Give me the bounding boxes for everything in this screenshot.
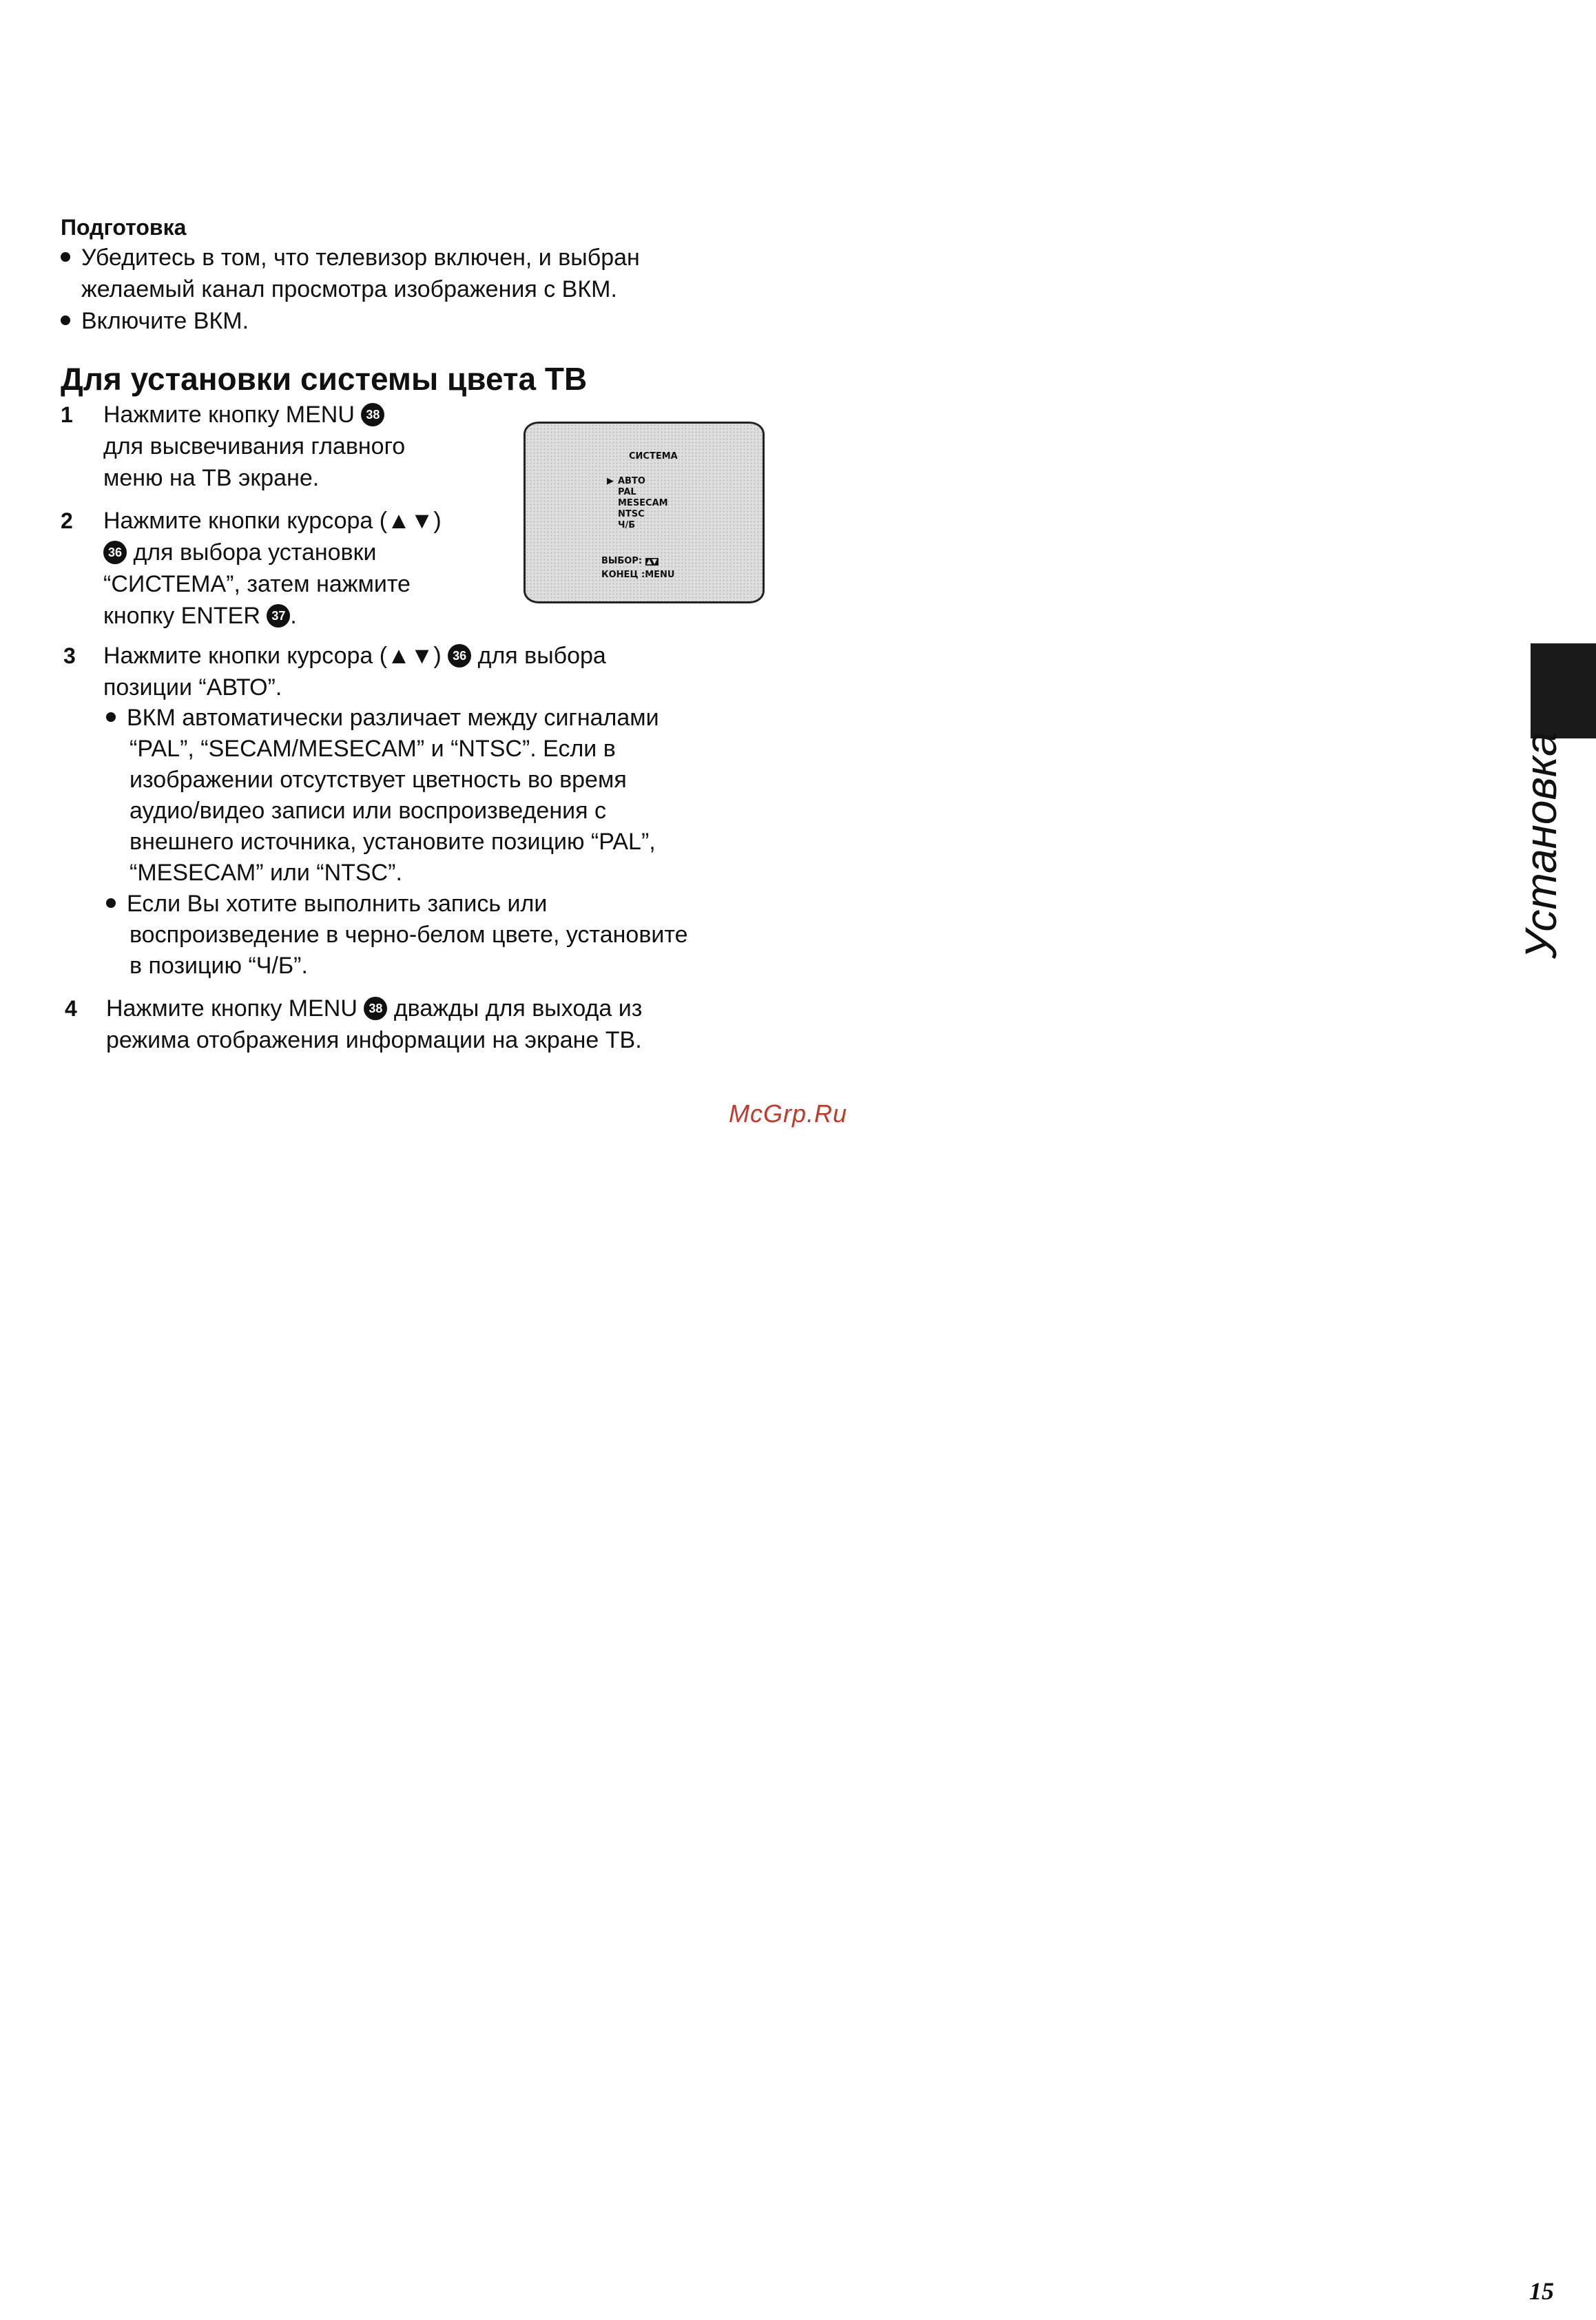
osd-select-line — [601, 556, 659, 567]
step-4-line1 — [106, 993, 642, 1024]
step-2-text: для выбора установки — [133, 539, 377, 566]
osd-option-ntsc: NTSC — [618, 509, 645, 519]
page-number: 15 — [1529, 2277, 1554, 2305]
osd-exit-line: КОНЕЦ :MENU — [601, 570, 675, 580]
step-3-line1 — [103, 641, 606, 672]
button-ref-icon: 38 — [361, 403, 384, 426]
button-ref-icon: 36 — [448, 644, 471, 667]
osd-cursor-icon: ▶ — [607, 476, 614, 486]
step-2-text-enter: кнопку ENTER — [103, 603, 260, 629]
prep-bullet-2 — [61, 306, 249, 337]
step-3-bullet-1-line6: “MESECAM” или “NTSC”. — [129, 860, 402, 886]
step-2-line4 — [103, 601, 297, 632]
preparation-heading: Подготовка — [61, 215, 187, 240]
step-number: 2 — [61, 508, 73, 533]
osd-option-auto: АВТО — [618, 476, 645, 486]
osd-option-bw: Ч/Б — [618, 520, 636, 530]
step-4 — [65, 993, 77, 1024]
step-1 — [61, 400, 73, 431]
step-2 — [61, 506, 73, 537]
step-3-bullet-2-line3: в позицию “Ч/Б”. — [129, 953, 308, 979]
osd-title: СИСТЕМА — [629, 451, 678, 462]
step-2-line2 — [103, 537, 376, 568]
section-tab-marker — [1531, 643, 1596, 738]
step-1-line2: для высвечивания главного — [103, 433, 406, 459]
prep-bullet-1 — [61, 242, 640, 273]
step-3-bullet-1-line3: изображении отсутствует цветность во время — [129, 767, 627, 793]
osd-option-pal: PAL — [618, 487, 636, 497]
osd-select-key-icon: ▲▼ — [646, 558, 657, 566]
step-3-bullet-2-line2: воспроизведение в черно-белом цвете, установите — [129, 922, 688, 948]
step-4-text: Нажмите кнопку MENU — [106, 995, 357, 1022]
button-ref-icon: 37 — [267, 604, 290, 628]
step-3-bullet-2-line1: Если Вы хотите выполнить запись или — [127, 891, 548, 917]
step-3-line2: позиции “АВТО”. — [103, 674, 282, 701]
step-3-bullet-1-line4: аудио/видео записи или воспроизведения с — [129, 798, 606, 824]
step-4-text-end: дважды для выхода из — [393, 995, 643, 1022]
osd-select-label: ВЫБОР: — [601, 556, 643, 566]
bullet-icon — [61, 315, 70, 325]
step-1-line3: меню на ТВ экране. — [103, 465, 320, 491]
step-2-line1: Нажмите кнопки курсора (▲▼) — [103, 508, 442, 534]
step-3-bullet-1-line1: ВКМ автоматически различает между сигналами — [127, 705, 659, 731]
watermark: McGrp.Ru — [729, 1099, 848, 1128]
step-1-line1 — [103, 400, 384, 431]
prep-bullet-2-line1: Включите ВКМ. — [81, 308, 249, 334]
step-3-text: Нажмите кнопки курсора (▲▼) — [103, 643, 442, 669]
step-4-line2: режима отображения информации на экране ТВ. — [106, 1027, 642, 1053]
button-ref-icon: 36 — [103, 541, 127, 564]
section-tab-label — [1495, 732, 1596, 959]
step-3 — [63, 641, 76, 672]
bullet-icon — [61, 252, 70, 262]
bullet-icon — [106, 898, 116, 908]
step-1-text: Нажмите кнопку MENU — [103, 402, 355, 428]
step-3-bullet-1-line2: “PAL”, “SECAM/MESECAM” и “NTSC”. Если в — [129, 736, 616, 762]
step-2-period: . — [290, 603, 297, 629]
section-title: Для установки системы цвета ТВ — [61, 361, 588, 397]
button-ref-icon: 38 — [364, 997, 387, 1020]
step-3-bullet-1-line5: внешнего источника, установите позицию “PAL”, — [129, 829, 656, 855]
step-number: 4 — [65, 996, 77, 1021]
tv-screen-illustration — [524, 422, 765, 603]
step-3-bullet-2 — [106, 889, 547, 920]
prep-bullet-1-line2: желаемый канал просмотра изображения с ВКМ. — [81, 276, 617, 302]
osd-option-mesecam: MESECAM — [618, 498, 668, 508]
step-3-bullet-1 — [106, 703, 659, 734]
step-number: 3 — [63, 643, 76, 668]
bullet-icon — [106, 712, 116, 722]
prep-bullet-1-line1: Убедитесь в том, что телевизор включен, и выбран — [81, 245, 640, 271]
step-3-text-end: для выбора — [477, 643, 606, 669]
step-number: 1 — [61, 402, 73, 427]
step-2-line3: “СИСТЕМА”, затем нажмите — [103, 571, 411, 597]
section-tab-label-text: Установка — [1516, 732, 1566, 959]
